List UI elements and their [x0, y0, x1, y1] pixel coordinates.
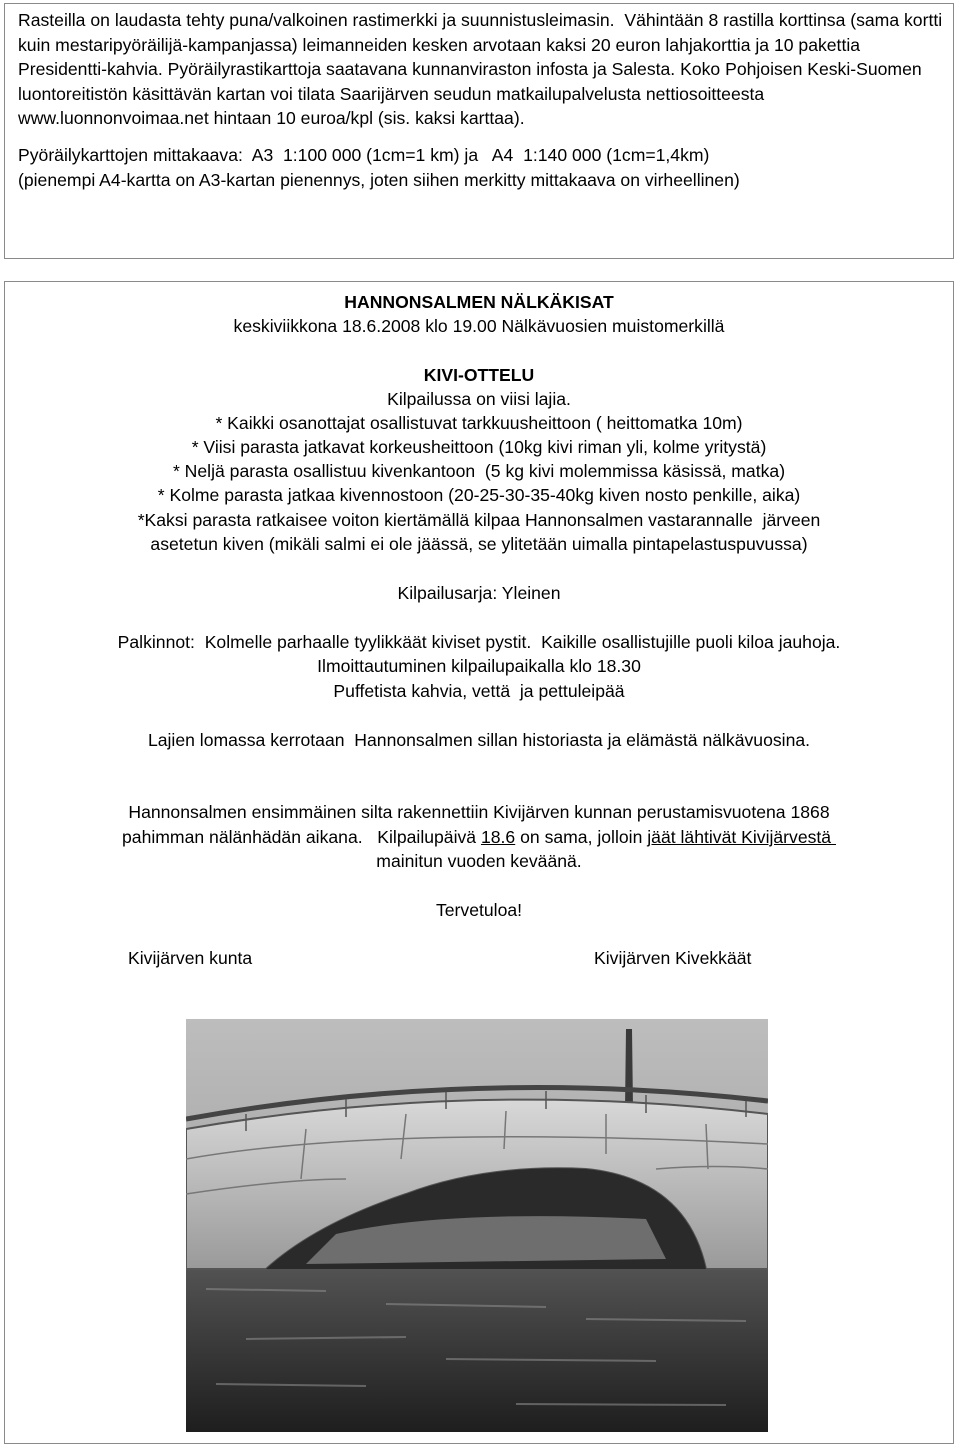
stone-arch-bridge-photo — [186, 1019, 768, 1432]
event-item-4: * Kolme parasta jatkaa kivennostoon (20-25-30-35-40kg kiven nosto penkille, aika) — [157, 485, 801, 505]
competition-title: KIVI-OTTELU — [423, 365, 535, 385]
event-date-line: keskiviikkona 18.6.2008 klo 19.00 Nälkävuosien muistomerkillä — [233, 316, 725, 336]
bridge-history-text-a: pahimman nälänhädän aikana. Kilpailupäivä — [122, 827, 481, 847]
history-note: Lajien lomassa kerrotaan Hannonsalmen sillan historiasta ja elämästä nälkävuosina. — [147, 730, 811, 750]
organizer-left: Kivijärven kunta — [128, 948, 253, 968]
map-scale-line: Pyöräilykarttojen mittakaava: A3 1:100 000 (1cm=1 km) ja A4 1:140 000 (1cm=1,4km) — [18, 144, 710, 165]
bridge-history-text-b: on sama, jolloin — [515, 827, 648, 847]
event-item-1: * Kaikki osanottajat osallistuvat tarkkuusheittoon ( heittomatka 10m) — [215, 413, 743, 433]
events-intro: Kilpailussa on viisi lajia. — [387, 389, 571, 409]
info-box — [4, 3, 954, 259]
prizes: Palkinnot: Kolmelle parhaalle tyylikkäät kiviset pystit. Kaikille osallistujille puoli kiloa jauhoja. — [117, 632, 841, 652]
event-item-3: * Neljä parasta osallistuu kivenkantoon (5 kg kivi molemmissa käsissä, matka) — [172, 461, 786, 481]
bridge-photo — [186, 1019, 768, 1432]
info-sentence-1: Rasteilla on laudasta tehty puna/valkoinen rastimerkki ja suunnistusleimasin. — [18, 10, 615, 30]
bridge-history-line-1: Hannonsalmen ensimmäinen silta rakennettiin Kivijärven kunnan perustamisvuotena 1868 — [128, 802, 830, 822]
info-sentence-4: Koko Pohjoisen Keski-Suomen luontoreitistön käsittävän kartan voi tilata Saarijärven seudun matkailupalvelusta nettiosoitteesta www.luonnonvoimaa.net hintaan 10 euroa/kpl (sis. kaksi karttaa). — [18, 59, 922, 129]
info-paragraph-2 — [18, 143, 948, 192]
bridge-history-line-3: mainitun vuoden keväänä. — [376, 851, 582, 871]
competition-series: Kilpailusarja: Yleinen — [397, 583, 561, 603]
welcome: Tervetuloa! — [435, 900, 523, 920]
buffet: Puffetista kahvia, vettä ja pettuleipää — [333, 681, 625, 701]
registration: Ilmoittautuminen kilpailupaikalla klo 18.30 — [317, 656, 641, 676]
event-title: HANNONSALMEN NÄLKÄKISAT — [344, 292, 614, 312]
info-sentence-3: Pyöräilyrastikarttoja saatavana kunnanviraston infosta ja Salesta. — [167, 59, 676, 80]
info-text — [18, 8, 948, 192]
ice-melt-underlined: jäät lähtivät Kivijärvestä — [647, 827, 836, 847]
event-item-2: * Viisi parasta jatkavat korkeusheittoon (10kg kivi riman yli, kolme yritystä) — [191, 437, 767, 457]
competition-date-underlined: 18.6 — [480, 827, 516, 847]
event-item-5: *Kaksi parasta ratkaisee voiton kiertämällä kilpaa Hannonsalmen vastarannalle järveen — [137, 510, 821, 530]
info-paragraph-1 — [18, 8, 948, 131]
bridge-history-line-2 — [5, 825, 953, 850]
map-scale-note: (pienempi A4-kartta on A3-kartan pienennys, joten siihen merkitty mittakaava on virheellinen) — [18, 169, 740, 190]
event-box — [4, 281, 954, 1444]
event-item-5-cont: asetetun kiven (mikäli salmi ei ole jäässä, se ylitetään uimalla pintapelastuspuvussa) — [150, 534, 808, 554]
info-sentence-2: Vähintään 8 rastilla korttinsa (sama kortti kuin mestaripyöräilijä-kampanjassa) leimanneiden kesken arvotaan kaksi 20 euron lahjakorttia ja 10 pakettia Presidentti-kahvia. — [18, 10, 943, 80]
organizer-right: Kivijärven Kivekkäät — [594, 948, 752, 968]
